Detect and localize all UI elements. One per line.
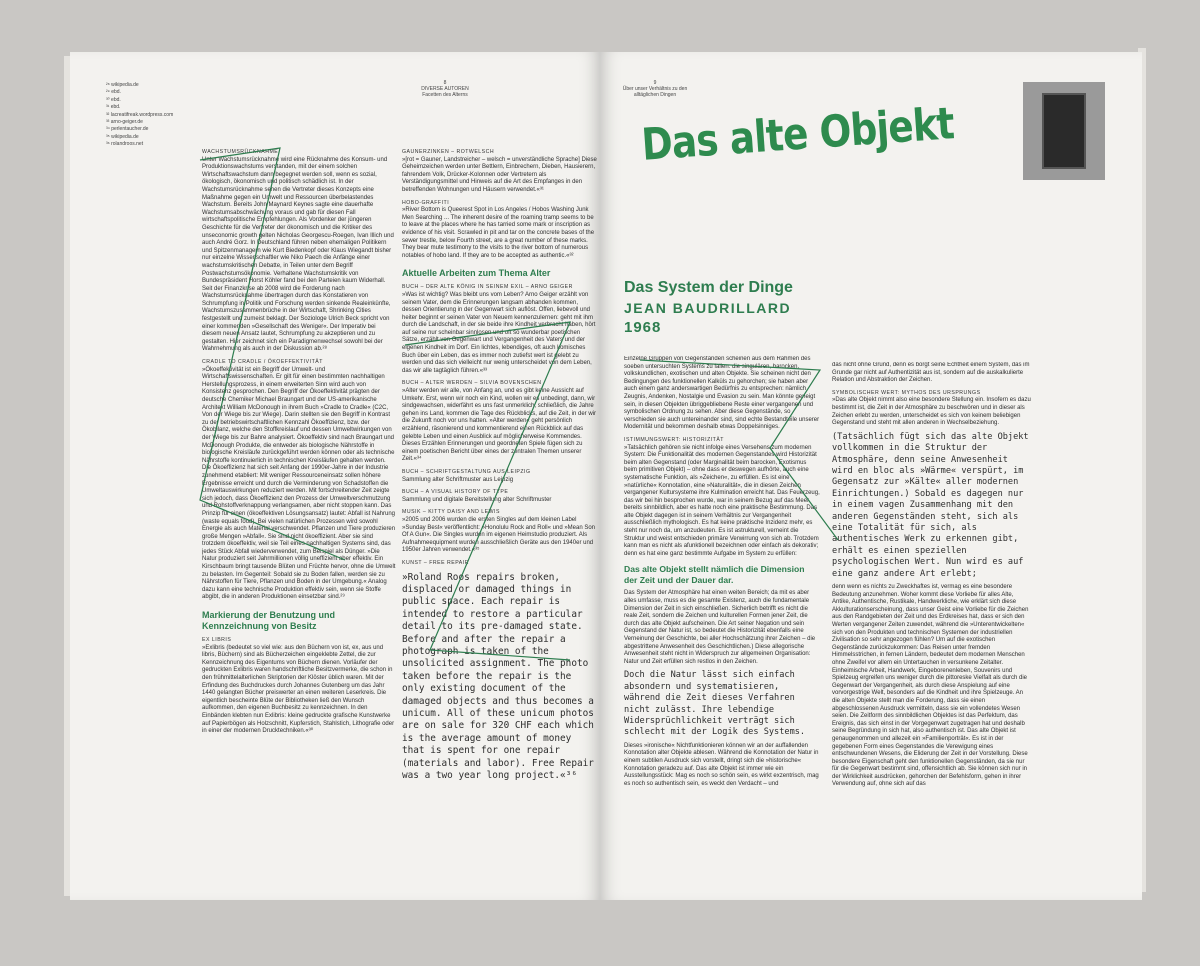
work-text: Sammlung und digitale Bereitstellung alter Schriftmuster bbox=[402, 496, 552, 503]
footnote-item: ³¹ ebd. bbox=[106, 104, 121, 111]
section-title: Aktuelle Arbeiten zum Thema Alter bbox=[402, 268, 551, 279]
article-title: Das alte Objekt bbox=[640, 98, 956, 171]
section-text: das nicht ohne Grund, denn es borgt seine Echtheit einem System, das im Grunde gar nicht auf Authentizität aus ist, sondern auf die auskalkulierte Relation und Abstraktion der Zeichen. bbox=[832, 362, 1030, 384]
section-heading: ISTIMMUNGSWERT: HISTORIZITÄT bbox=[624, 436, 724, 443]
footnote-item: ³⁵ wikipedia.de bbox=[106, 133, 139, 140]
section-text: »Das alte Objekt nimmt also eine besondere Stellung ein. Insofern es dazu bestimmt ist, die Zeit in der Atmosphäre zu beschwören und in dieser als Zeichen erlebt zu werden, unterscheidet es sich von keinem beliebigen Gegenstand und steht mit allen anderen in Wechselbeziehung. bbox=[832, 397, 1031, 427]
work-heading: BUCH – A VISUAL HISTORY OF TYPE bbox=[402, 489, 509, 496]
work-heading: MUSIK – KITTY DAISY AND LEWIS bbox=[402, 509, 500, 516]
page-number: 9 bbox=[653, 80, 657, 86]
book-cover-thumbnail bbox=[1023, 82, 1105, 180]
footnote-list bbox=[106, 82, 206, 149]
footnote-item: ³⁰ ebd. bbox=[106, 96, 121, 103]
left-page bbox=[70, 52, 600, 900]
right-column-1 bbox=[624, 356, 820, 892]
running-head-line: alltäglichen Dingen bbox=[633, 92, 677, 98]
running-head-line: DIVERSE AUTOREN bbox=[421, 86, 469, 92]
left-column-2 bbox=[402, 144, 598, 874]
intro-text: Einzelne Gruppen von Gegenständen scheinen aus dem Rahmen des soeben untersuchten Systems zu fallen: die singulären, barocken, volkskundlichen, exotischen und alten Objekte. Sie scheinen nicht den Bedingungen des funktionellen Kalküls zu gehorchen; sie haben aber auch einem ganz anderswartigen Bedürfnis zu entsprechen: nämlich Zeugnis, Andenken, Nostalgie und Evasion zu sein. Man könnte geneigt sein, in diesen Objekten übriggebliebene Reste einer vergangenen und symbolischen Ordnung zu sehen. Aber diese Gegenstände, so verschieden sie auch untereinander sind, sind echte Bestandteile unserer Modernität und bekommen deshalb etwas Doppelsinniges. bbox=[624, 356, 820, 431]
section-heading: CRADLE TO CRADLE / ÖKOEFFEKTIVITÄT bbox=[202, 359, 323, 366]
work-text: »Alter werden wir alle, von Anfang an, und es gibt keine Aussicht auf Umkehr. Erst, wenn wir noch ein Kind, wollen wir es unbedingt, dann, wir sindgewachsen, widerfährt es uns fast unmerklich, schließlich, die Jahre gehen ins Land, kommen die Tage des Rückblicks, auf die Zeit, in der wir die Zukunft noch vor uns hatten. »Alter werden« geht persönlich erzählend, räsonierend und kommentierend einen Rückblick auf das gelebte Leben und einen Ausblick auf möglicherweise Kommendes. Dieses Erzählen Erinnerungen und geordneten Spiele fügen sich zu einem poetischen Bericht über eines der zentralen Themen unserer Zeit.«³⁴ bbox=[402, 388, 596, 463]
running-head-right bbox=[600, 80, 710, 98]
article-author: JEAN BAUDRILLARD bbox=[624, 300, 792, 316]
section-text: Unter Wachstumsrücknahme wird eine Rücknahme des Konsum- und Produktionswachstums verstanden, mit der einem solchen Wirtschaftswachstum dann begegnet werden soll, wenn es sozial, ökologisch, ökonomisch und politisch schädlich ist. In der Wachstumsrücknahme sehen die Vertreter dieses Konzepts eine Maßnahme gegen ein Umwelt und Ressourcen überbelastendes Wachstum. Bereits John Maynard Keynes sagte eine dauerhafte Wachstumsabschwächung voraus und gab für diesen Fall wirtschaftspolitische Empfehlungen. Als Vordenker der jüngeren Geschichte für die Vertreter der ökonomisch und die Kritiker des unseconomic growth gelten Nicholas Georgescu-Roegen, Ivan Illich und auch André Gorz. In Deutschland führen neben ehemaligen Politikern und Spitzenmanagern wie Kurt Biedenkopf oder Klaus Wiegandt bisher nur einzelne Wissenschaftler wie Niko Paech die Anfänge einer wachstumskritischen Debatte, in Teilen unter dem Begriff Postwachstumsökonomie. Verhaltene Wachstumskritik von Bundespräsident Horst Köhler fand bei den Parteien kaum Widerhall. Seit der Finanzkrise ab 2008 wird die Forderung nach Wachstumsrücknahme übertragen durch das Konstatieren von Schrumpfung in Politik und Forschung werden sinkende Realeinkünfte, Wachstumszusammenbrüche in der Wirtschaft, Shrinking Cities festgestellt und zumeist beklagt. Der Soziologe Ulrich Beck spricht von einer kommenden »Gesellschaft des Weniger«. Der Imperativ bei diesem neuen Ansatz lautet, Schrumpfung zu akzeptieren und zu gestalten. Hier zeichnet sich ein Paradigmenwechsel sowohl bei der Wahrnehmung als auch in der Diskussion ab.²⁸ bbox=[202, 156, 394, 353]
work-heading: BUCH – ALTER WERDEN – SILVIA BOVENSCHEN bbox=[402, 380, 542, 387]
section-heading: EX LIBRIS bbox=[202, 637, 232, 644]
work-text: Sammlung alter Schriftmuster aus Leipzig bbox=[402, 476, 514, 483]
running-head-line: Facetten des Alterns bbox=[422, 92, 468, 98]
work-heading: BUCH – SCHRIFTGESTALTUNG AUS LEIPZIG bbox=[402, 468, 531, 475]
pull-quote: (Tatsächlich fügt sich das alte Objekt vollkommen in die Struktur der Atmosphäre, denn seine Anwesenheit wird en bloc als »Wärme« verspürt, im Gegensatz zur »Kälte« aller modernen Einrichtungen.) Sobald es dagegen nur in einem vagen Zusammenhang mit den anderen Gegenständen steht, sich als eine Totalität für sich, als authentisches Werk zu erkennen gibt, erhält es einen speziellen psychologischen Wert. Nun wird es auf eine ganz andere Art erlebt; bbox=[832, 431, 1029, 579]
running-head-left bbox=[400, 80, 490, 98]
section-heading: WACHSTUMSRÜCKNAHME bbox=[202, 149, 279, 155]
section-text: »Tatsächlich gehören sie nicht infolge eines Versehens zum modernen System: Die Funktionalität des modernen Gegenstandes wird Historizität beim alten Gegenstand (oder Marginalität beim barocken, Exotismus beim primitiven Objekt) – ohne dass er deswegen aufhörte, auch eine systematische Funktion, als »Zeichen«, zu erfüllen. Es ist eine »natürliche« Konnotation, eine »Naturalität«, die in diesen Zeichen vergangener Kultursysteme ihre Kulmination erreicht hat. Das Feuerzeug, das wir bei hin besprochen wurde, war in seinem Bezug auf das Meer bereits sinnbildlich, aber es hatte noch eine praktische Bestimmung. Das alte Objekt dagegen ist in seinem Verhältnis zur Vergangenheit ausschließlich mythologisch. Es hat keine praktische Inzidenz mehr, es steht nur noch da, um anzudeuten. Es ist astrukturell, verneint die Struktur und weist entschieden primäre Verwirrung von sich ab. Trotzdem kann man es nicht als afunktionell bezeichnen oder einfach als dekorativ; denn es hat eine ganz bestimmte Aufgabe im System zu erfüllen: bbox=[624, 444, 820, 557]
section-text: »[rot = Gauner, Landstreicher – welsch = unverständliche Sprache] Diese Geheimzeichen werden unter Bettlern, Einbrechern, Dieben, Hausierern, fahrendem Volk, Drücker-Kolonnen oder Vertretern als Verständigungsmittel und Hinweis auf die Art des Empfanges in den betreffenden Wohnungen und Häusern verwendet.«³¹ bbox=[402, 156, 597, 193]
footnote-item: ²⁹ ebd. bbox=[106, 89, 121, 96]
cover-image bbox=[1042, 93, 1086, 169]
section-heading: HOBO-GRAFFITI bbox=[402, 199, 450, 206]
section-text: »Exlibris (bedeutet so viel wie: aus den Büchern von ist, ex, aus und libris, Büchern) sind als Bücherzeichen eingeklebte Zettel, die zur Kennzeichnung des Eigentums von Büchern dienen. Vorläufer der gedruckten Exlibris waren handschriftliche Besitzvermerke, die schon in den frühmittelalterlichen Skriptorien der Klöster üblich waren. Mit der Erfindung des Buchdruckes durch Johannes Gutenberg um das Jahr 1440 gelangten Bücher preiswerter an einen weiteren Leserkreis. Die eigentlich bescheinte Blüte der Bibliotheken ließ den Wunsch aufkommen, den eigenen Buchbesitz zu kennzeichnen. In den Einbänden klebten nun Exlibris: kleine gedruckte grafische Kunstwerke auf Papierbögen als Holzschnitt, Kupferstich, Stahlstich, Lithografie oder in einer der modernen Drucktechniken.«³⁰ bbox=[202, 644, 395, 735]
section-heading: SYMBOLISCHER WERT: MYTHOS DES URSPRUNGS bbox=[832, 389, 981, 396]
article-subtitle: Das System der Dinge bbox=[624, 279, 793, 296]
work-text: »Was ist wichtig? Was bleibt uns vom Leben? Arno Geiger erzählt von seinem Vater, dem die Erinnerungen langsam abhanden kommen, dessen Orientierung in der Gegenwart sich auflöst. Offen, liebevoll und heiter beginnt er seinen Vater von Neuem kennenzulernen: geht mit ihm durch die Landschaft, in der sie beide ihre Kindheit verbracht haben, hört auf seine nur scheinbar sinnlosen und oft so wunderbar poetischen Sätze, erzählt von Gegenwart und Vergangenheit des Vaters und der eigenen Kindheit im Dorf. Ein lichtes, lebendiges, oft auch komisches Buch über ein Leben, das es immer noch zutiefst wert ist gelebt zu werden und das sich vielleicht nur wenig unterscheidet von dem Leben, das wir alle tagtäglich führen.«³³ bbox=[402, 291, 596, 374]
section-heading: GAUNERZINKEN – ROTWELSCH bbox=[402, 149, 495, 155]
footnote-item: ³⁶ rolandroos.net bbox=[106, 141, 144, 148]
left-column-1 bbox=[202, 144, 396, 874]
running-head-line: Über unser Verhältnis zu den bbox=[622, 86, 688, 92]
pull-quote: Doch die Natur lässt sich einfach absondern und systematisieren, während die Zeit dieses Verfahren nicht zulässt. Ihre lebendige Widersprüchlichkeit verträgt sich schlecht mit der Logik des Systems. bbox=[624, 670, 806, 738]
right-column-2 bbox=[832, 362, 1032, 892]
works-list bbox=[402, 284, 598, 567]
green-heading: Das alte Objekt stellt nämlich die Dimension der Zeit und der Dauer dar. bbox=[624, 564, 805, 586]
section-text: denn wenn es nichts zu Zweckhaftes ist, vermag es eine besondere Bedeutung anzunehmen. Woher kommt diese Vorliebe für alles Alte, Antike, Authentische, Rustikale, Handwerkliche, wie erklärt sich diese Akkulturationserscheinung, dass unser Geist eine Vorliebe für die Zeichen aus den Randgebieten der Zeit und des Erdkreises hat, dass er sich den Werten vergangener Zeiten zuwendet, während die »Unterentwickelten« sich von den Produkten und technischen Systemen der industriellen Zivilisation so sehr angezogen fühlen? Um auf die exotischen Gegenstände zurückzukommen: Das Reisen unter fremden Himmelsstrichen, in fernen Ländern, bedeutet dem modernen Menschen ohne Zweifel vor allem ein Untertauchen in versunkene Zeitalter. Einheimische Arbeit, Handwerk, Eingeborenenleben, Souvenirs und Spielzeug ergreifen uns weniger durch die pittoreske Vielfalt als durch die Gegenwart der Vergangenheit, als durch diese Anspielung auf eine vorvorgestrige Welt, besonders auf die Kindheit und ihre Spielzeuge. An die alten Objekte stellt man die Forderung, dass sie einen abgeschlossenen Ausdruck vermitteln, dass sie ein vollendetes Wesen seien. Die Zeitform des sinnbildlichen Objektes ist das Perfektum, das Ereignis, das sich einst in der Vorgegenwart zugetragen hat und deshalb seine Begründung in sich hat, also authentisch ist. Das alte Objekt ist genaugenommen und allezeit ein »Familienporträt«. Es ist in der gegebenen Form eines Gegenstandes die Verewigung eines entschwundenen Wesens, die Eliderung der Zeit in der Vorstellung. Diese besondere Eigenschaft geht den funktionellen Gegenständen, da sie nur für die Gegenwart bestimmt sind, offensichtlich ab. Sie können sich nur in der Wirklichkeit ausdrücken, gehorchen der Befehlsform, gehen in ihrer Verwendung auf, ohne sich auf das bbox=[832, 584, 1029, 788]
section-text: Das System der Atmosphäre hat einen weiten Bereich; da mit es aber alles umfasse, muss es die gesamte Existenz, auch die fundamentale Dimension der Zeit in sich einschließen. Sicherlich betrifft es nicht die reale Zeit, sondern die Zeichen und kulturellen Formen jener Zeit, die durch das alte Objekt aufscheinen. Die Art seiner Negation und sein Gegenstand der Natur ist, so bedeutet die Historizität ebenfalls eine Verneinung der Geschichte, bei aller Hochschätzung ihrer Zeichen – die abgestrittene Anwesenheit des Geschichtlichen.) Diese allegorische Anwesenheit steht nicht in Widerspruch zur allgemeinen Organisation: Natur und Zeit erfüllen sich restlos in den Zeichen. bbox=[624, 590, 816, 665]
work-heading: KUNST – FREE REPAIR bbox=[402, 559, 469, 566]
article-year: 1968 bbox=[624, 319, 662, 336]
footnote-item: ³² lacreatifreak.wordpress.com bbox=[106, 111, 174, 118]
section-title: Markierung der Benutzung und Kennzeichnung von Besitz bbox=[202, 610, 336, 632]
page-number: 8 bbox=[443, 80, 447, 86]
work-heading: BUCH – DER ALTE KÖNIG IN SEINEM EXIL – ARNO GEIGER bbox=[402, 284, 573, 291]
footnote-item: ³³ arno-geiger.de bbox=[106, 119, 143, 126]
free-repair-quote: »Roland Roos repairs broken, displaced or damaged things in public space. Each repair is intended to restore a particular detail to its pre-damaged state. Before and after the repair a photograph is taken of the unsolicited assignment. The photo taken before the repair is the only existing document of the damaged objects and thus becomes a unicum. All of these unicum photos are on sale for 320 CHF each which is the average amount of money that is spent for one repair (materials and labor). Free Repair was a two year long project.«³⁶ bbox=[402, 571, 594, 781]
section-text: Dieses »ironische« Nichtfunktionieren können wir an der auffallenden Konnotation alter Objekte ablesen. Während die Konnotation der Natur in einem subtilen Ausdruck sich vorstellt, dringt sich die »historische« Konnotation geradezu auf. Das alte Objekt ist immer wie ein Ausstellungsstück: Mag es noch so schön sein, es wirkt exzentrisch, mag es noch so authentisch sein, es weckt den Verdacht – und bbox=[624, 742, 819, 787]
footnote-item: ²⁸ wikipedia.de bbox=[106, 82, 139, 88]
section-text: »Ökoeffektivität ist ein Begriff der Umwelt- und Wirtschaftswissenschaften. Er gilt für einen bestimmten nachhaltigen Herstellungsprozess, in einem erweiterten Sinn wird auch von Konsistenz gesprochen. Den Begriff der Ökoeffektivität prägten der deutsche Chemiker Michael Braungart und der US-amerikanische Architekt William McDonough in ihrem Buch »Cradle to Cradle« (C2C, Von der Wiege bis zur Wiege). Darin stellten sie den Begriff in Kontrast zu der betriebswirtschaftlichen Kennzahl Ökoeffizienz, bzw. der Ökobilanz, welche den Stoffkreislauf und dessen Umweltwirkungen von der Wiege bis zur Bahre analysiert. Ökoeffektiv sind nach Braungart und McDonough Produkte, die entweder als biologische Nährstoffe in biologische Kreisläufe zurückgeführt werden können oder als technische Nährstoffe kontinuierlich in technischen Kreisläufen gehalten werden. Die Ökoeffizienz hat sich seit Anfang der 1990er-Jahre in der Industrie zunehmend etabliert: Mit weniger Ressourceneinsatz sollen höhere Ergebnisse erreicht und durch die Verminderung von Schadstoffen die Umweltauswirkungen reduziert werden. Mit fortschreitender Zeit zeigte sich jedoch, dass Ökoeffizienz den Prozess der Umweltverschmutzung und Rohstoffverknappung verlangsamen, aber nicht stoppen kann. Das Prinzip für einen (ökoeffektiven Lösungsansatz) lautet: Abfall ist Nahrung (waste equals food). Bei vielen natürlichen Prozessen wird sowohl Energie als auch Material verschwendet. Pflanzen und Tiere produzieren große Mengen »Abfall«. Sie sind nicht ökoeffizient. Aber sie sind trotzdem ökoeffektiv, weil sie Teil eines nachhaltigen Systems sind, das jedes Stück Abfall wiederverwendet, zum Beispiel als Dünger. »Die Natur produziert seit Jahrmillionen völlig uneffizient aber effektiv. Ein Kirschbaum bringt tausende Blüten und Früchte hervor, ohne die Umwelt zu belasten. Im Gegenteil: Sobald sie zu Boden fallen, werden sie zu Nährstoffen für Tiere, Pflanzen und Boden in der Umgebung.« Analog dazu kann eine technische Produktion effektiv sein, wenn sie Stoffe abgibt, die in anderen Produktionen einsetzbar sind.²⁹ bbox=[202, 366, 396, 601]
article-subtitle-block bbox=[624, 278, 793, 338]
footnote-item: ³⁴ perlentaucher.de bbox=[106, 126, 149, 133]
work-text: »2005 und 2006 wurden die ersten Singles auf dem kleinen Label »Sunday Best« veröffentlicht: »Honolulu Rock and Roll« und »Mean Son Of A Gun«. Die Singles wurden im eigenen Heimstudio produziert. Als Aufnahmeequipment wurden ausschließlich Geräte aus den 1940er und 1950er Jahren verwendet.«³⁵ bbox=[402, 516, 596, 554]
section-text: »River Bottom is Queerest Spot in Los Angeles / Hobos Washing Junk Men Searching ... The inherent desire of the roaming tramp seems to be to leave at the places where he has tarried some mark or inscription as evidence of his visit. Scrawled in pit and tar on the concrete bases of the sewer trestle, below Fourth street, are a great number of these marks. They bear mute testimony to the visits to the river bottom of numerous notables of hobo land. If they are to be accepted as authentic.«³² bbox=[402, 207, 595, 259]
